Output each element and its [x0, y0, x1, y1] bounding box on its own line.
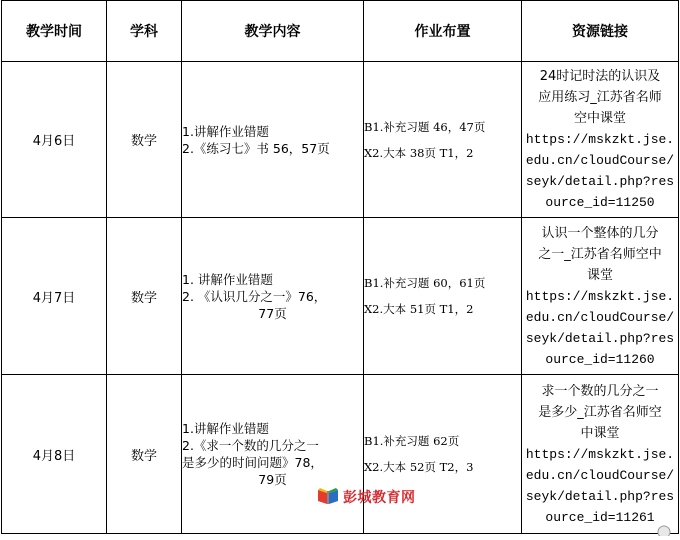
subject-cell: 数学: [107, 62, 182, 218]
resource-link-line[interactable]: edu.cn/cloudCourse/: [525, 467, 675, 483]
resource-link-line[interactable]: ource_id=11250: [545, 195, 655, 210]
resource-title-line: 课堂: [586, 267, 613, 283]
content-line: 1. 讲解作业错题: [182, 271, 273, 287]
resource-link-line[interactable]: seyk/detail.php?res: [525, 330, 675, 346]
subject-cell: 数学: [107, 375, 182, 534]
homework-cell: [364, 375, 522, 534]
table-row: [2, 375, 679, 534]
content-line: 1.讲解作业错题: [182, 123, 269, 139]
header-homework: 作业布置: [364, 1, 522, 62]
resource-cell: [522, 375, 679, 534]
content-line: 1.讲解作业错题: [182, 421, 269, 436]
homework-line: B1.补充习题 46，47页: [364, 119, 486, 134]
resource-cell: [522, 218, 679, 375]
homework-line: X2.大本 51页 T1，2: [364, 302, 474, 316]
homework-cell: [364, 62, 522, 218]
resource-link-line[interactable]: seyk/detail.php?res: [525, 174, 675, 189]
date-cell: 4月8日: [2, 375, 107, 534]
site-watermark: [316, 486, 416, 508]
homework-line: X2.大本 52页 T2，3: [364, 460, 474, 474]
resource-link-line[interactable]: seyk/detail.php?res: [525, 488, 675, 504]
resource-link-line[interactable]: ource_id=11261: [545, 509, 655, 525]
resource-link-line[interactable]: https://mskzkt.jse.: [525, 288, 675, 304]
homework-line: B1.补充习题 60，61页: [364, 276, 486, 290]
book-logo-icon: [316, 485, 340, 509]
resource-title-line: 应用练习_江苏省名师: [538, 90, 662, 105]
subject-cell: 数学: [107, 218, 182, 375]
resource-title-line: 求一个数的几分之一: [541, 383, 659, 399]
homework-line: X2.大本 38页 T1，2: [364, 145, 474, 160]
content-line: 2. 《认识几分之一》76，: [182, 288, 327, 304]
content-line: 2.《练习七》书 56，57页: [182, 140, 330, 156]
resource-link-line[interactable]: ource_id=11260: [545, 351, 655, 367]
content-line: 是多少的时间问题》78，: [182, 455, 323, 470]
content-line: 77页: [258, 305, 287, 321]
watermark-text: 彭城教育网: [343, 490, 416, 506]
date-cell: 4月7日: [2, 218, 107, 375]
resource-title-line: 之一_江苏省名师空中: [538, 246, 662, 262]
resource-cell: [522, 62, 679, 218]
resource-title-line: 是多少_江苏省名师空: [538, 404, 662, 420]
header-subject: 学科: [107, 1, 182, 62]
content-cell: [182, 375, 364, 534]
resource-title-line: 认识一个整体的几分: [541, 225, 659, 241]
homework-line: B1.补充习题 62页: [364, 434, 460, 448]
resource-link-line[interactable]: edu.cn/cloudCourse/: [525, 153, 675, 168]
date-cell: 4月6日: [2, 62, 107, 218]
table-row: [2, 218, 679, 375]
content-line: 79页: [258, 472, 287, 487]
resource-title-line: 空中课堂: [573, 111, 626, 126]
content-cell: [182, 218, 364, 375]
header-time: 教学时间: [2, 1, 107, 62]
header-row: [2, 1, 679, 62]
resource-link-line[interactable]: https://mskzkt.jse.: [525, 446, 675, 462]
table-row: [2, 62, 679, 218]
resource-title-line: 24时记时法的认识及: [539, 69, 661, 84]
resource-link-line[interactable]: edu.cn/cloudCourse/: [525, 309, 675, 325]
resource-link-line[interactable]: https://mskzkt.jse.: [525, 132, 675, 147]
header-resource: 资源链接: [522, 1, 679, 62]
content-cell: [182, 62, 364, 218]
homework-cell: [364, 218, 522, 375]
resource-title-line: 中课堂: [580, 425, 620, 441]
header-content: 教学内容: [182, 1, 364, 62]
teaching-schedule-table: [1, 0, 679, 534]
content-line: 2.《求一个数的几分之一: [182, 438, 319, 453]
